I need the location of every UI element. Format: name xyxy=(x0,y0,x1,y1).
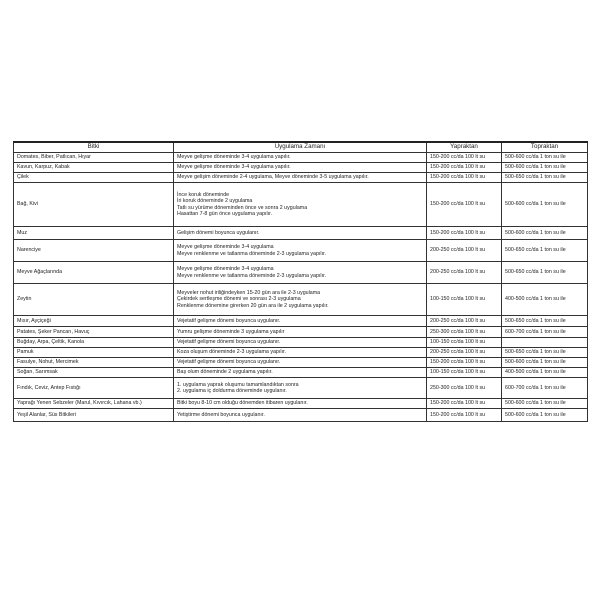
application-time-line: Meyve gelişme döneminde 3-4 uygulama yapılır. xyxy=(177,164,291,171)
application-time-cell xyxy=(174,163,427,173)
application-time-cell xyxy=(174,153,427,163)
plant-cell: Soğan, Sarımsak xyxy=(14,368,174,378)
dosage-table-container xyxy=(13,141,587,422)
application-time-line: Hasattan 7-8 gün önce uygulama yapılır. xyxy=(177,210,273,217)
application-time-line: Gelişim dönemi boyunca uygulanır. xyxy=(177,229,260,236)
application-time-line: Baş olum döneminde 2 uygulama yapılır. xyxy=(177,369,273,376)
foliar-dose-cell: 250-300 cc/da 100 lt su xyxy=(427,327,502,338)
soil-dose-cell: 500-650 cc/da 1 ton su ile xyxy=(502,240,588,262)
table-row xyxy=(14,227,588,240)
table-row xyxy=(14,153,588,163)
soil-dose-cell: 600-700 cc/da 1 ton su ile xyxy=(502,327,588,338)
soil-dose-cell: 500-600 cc/da 1 ton su ile xyxy=(502,358,588,368)
application-time-line: Meyve gelişme döneminde 3-4 uygulama xyxy=(177,244,274,251)
soil-dose-cell: 500-650 cc/da 1 ton su ile xyxy=(502,348,588,358)
table-row xyxy=(14,409,588,422)
application-time-line: Tatlı su yürüme döneminden önce ve sonra 2 uygulama xyxy=(177,204,308,211)
foliar-dose-cell: 200-250 cc/da 100 lt su xyxy=(427,240,502,262)
soil-dose-cell: 400-500 cc/da 1 ton su ile xyxy=(502,368,588,378)
table-row xyxy=(14,316,588,327)
application-time-cell xyxy=(174,284,427,316)
table-row xyxy=(14,368,588,378)
application-time-cell xyxy=(174,173,427,183)
plant-cell: Çilek xyxy=(14,173,174,183)
table-body xyxy=(14,153,588,422)
header-soil: Topraktan xyxy=(502,142,588,153)
table-header-row xyxy=(14,142,588,153)
soil-dose-cell: 500-650 cc/da 1 ton su ile xyxy=(502,316,588,327)
table-row xyxy=(14,262,588,284)
foliar-dose-cell: 150-200 cc/da 100 lt su xyxy=(427,409,502,422)
foliar-dose-cell: 150-200 cc/da 100 lt su xyxy=(427,163,502,173)
soil-dose-cell: 500-600 cc/da 1 ton su ile xyxy=(502,183,588,227)
header-plant: Bitki xyxy=(14,142,174,153)
application-time-line: Vejetatif gelişme dönemi boyunca uygulanır. xyxy=(177,317,281,324)
soil-dose-cell xyxy=(502,338,588,348)
table-row xyxy=(14,240,588,262)
foliar-dose-cell: 150-200 cc/da 100 lt su xyxy=(427,358,502,368)
table-row xyxy=(14,399,588,409)
application-time-line: Meyve gelişme döneminde 3-4 uygulama xyxy=(177,266,274,273)
soil-dose-cell: 500-600 cc/da 1 ton su ile xyxy=(502,227,588,240)
application-time-line: Renklenme dönemine girerken 20 gün ara ile 2 uygulama yapılır. xyxy=(177,302,329,309)
plant-cell: Fındık, Ceviz, Antep Fıstığı xyxy=(14,378,174,399)
application-time-cell xyxy=(174,183,427,227)
header-foliar: Yapraktan xyxy=(427,142,502,153)
plant-cell: Zeytin xyxy=(14,284,174,316)
plant-cell: Narenciye xyxy=(14,240,174,262)
application-time-cell xyxy=(174,240,427,262)
plant-cell: Meyve Ağaçlarında xyxy=(14,262,174,284)
application-time-line: Meyve gelişim döneminde 2-4 uygulama, Meyve döneminde 3-5 uygulama yapılır. xyxy=(177,174,369,181)
application-time-cell xyxy=(174,368,427,378)
foliar-dose-cell: 100-150 cc/da 100 lt su xyxy=(427,368,502,378)
foliar-dose-cell: 150-200 cc/da 100 lt su xyxy=(427,183,502,227)
plant-cell: Mısır, Ayçiçeği xyxy=(14,316,174,327)
plant-cell: Yaprağı Yenen Sebzeler (Marul, Kıvırcık, Lahana vb.) xyxy=(14,399,174,409)
foliar-dose-cell: 250-300 cc/da 100 lt su xyxy=(427,378,502,399)
application-time-line: 1. uygulama yaprak oluşumu tamamlandıktan sonra xyxy=(177,381,299,388)
application-time-cell xyxy=(174,316,427,327)
application-time-cell xyxy=(174,409,427,422)
application-time-line: Meyveler nohut iriliğindeyken 15-20 gün ara ile 2-3 uygulama xyxy=(177,289,321,296)
plant-cell: Pamuk xyxy=(14,348,174,358)
plant-cell: Kavun, Karpuz, Kabak xyxy=(14,163,174,173)
application-time-line: Meyve gelişme döneminde 3-4 uygulama yapılır. xyxy=(177,154,291,161)
foliar-dose-cell: 150-200 cc/da 100 lt su xyxy=(427,153,502,163)
foliar-dose-cell: 150-200 cc/da 100 lt su xyxy=(427,399,502,409)
foliar-dose-cell: 100-150 cc/da 100 lt su xyxy=(427,338,502,348)
application-time-cell xyxy=(174,227,427,240)
application-time-cell xyxy=(174,348,427,358)
table-row xyxy=(14,348,588,358)
soil-dose-cell: 600-700 cc/da 1 ton su ile xyxy=(502,378,588,399)
application-time-cell xyxy=(174,262,427,284)
plant-cell: Buğday, Arpa, Çeltik, Kanola xyxy=(14,338,174,348)
application-time-line: Meyve renklenme ve tatlanma döneminde 2-3 uygulama yapılır. xyxy=(177,250,326,257)
header-application-time: Uygulama Zamanı xyxy=(174,142,427,153)
table-row xyxy=(14,378,588,399)
soil-dose-cell: 500-600 cc/da 1 ton su ile xyxy=(502,153,588,163)
plant-cell: Patates, Şeker Pancarı, Havuç xyxy=(14,327,174,338)
soil-dose-cell: 400-500 cc/da 1 ton su ile xyxy=(502,284,588,316)
application-time-line: Vejetatif gelişme dönemi boyunca uygulanır. xyxy=(177,339,281,346)
foliar-dose-cell: 200-250 cc/da 100 lt su xyxy=(427,262,502,284)
table-row xyxy=(14,163,588,173)
application-time-line: İri koruk döneminde 2 uygulama xyxy=(177,198,253,205)
soil-dose-cell: 500-600 cc/da 1 ton su ile xyxy=(502,399,588,409)
application-time-cell xyxy=(174,378,427,399)
application-time-line: Meyve renklenme ve tatlanma döneminde 2-3 uygulama yapılır. xyxy=(177,272,326,279)
application-time-line: Yetiştirme dönemi boyunca uygulanır. xyxy=(177,411,265,418)
table-row xyxy=(14,327,588,338)
soil-dose-cell: 500-600 cc/da 1 ton su ile xyxy=(502,409,588,422)
foliar-dose-cell: 200-250 cc/da 100 lt su xyxy=(427,348,502,358)
table-row xyxy=(14,358,588,368)
application-time-line: İnce koruk döneminde xyxy=(177,191,230,198)
application-time-line: 2. uygulama iç doldurma döneminde uygulanır. xyxy=(177,388,287,394)
soil-dose-cell: 500-650 cc/da 1 ton su ile xyxy=(502,262,588,284)
plant-cell: Fasulye, Nohut, Mercimek xyxy=(14,358,174,368)
table-row xyxy=(14,173,588,183)
plant-cell: Yeşil Alanlar, Süs Bitkileri xyxy=(14,409,174,422)
table-row xyxy=(14,183,588,227)
table-row xyxy=(14,338,588,348)
application-time-line: Vejetatif gelişme dönemi boyunca uygulanır. xyxy=(177,359,281,366)
application-time-line: Yumru gelişme döneminde 3 uygulama yapılır xyxy=(177,328,285,335)
application-time-line: Koza oluşum döneminde 2-3 uygulama yapılır. xyxy=(177,349,286,356)
plant-cell: Muz xyxy=(14,227,174,240)
foliar-dose-cell: 150-200 cc/da 100 lt su xyxy=(427,227,502,240)
application-time-cell xyxy=(174,327,427,338)
application-time-cell xyxy=(174,358,427,368)
application-time-cell xyxy=(174,399,427,409)
plant-cell: Bağ, Kivi xyxy=(14,183,174,227)
table-row xyxy=(14,284,588,316)
plant-cell: Domates, Biber, Patlıcan, Hıyar xyxy=(14,153,174,163)
soil-dose-cell: 500-650 cc/da 1 ton su ile xyxy=(502,173,588,183)
foliar-dose-cell: 200-250 cc/da 100 lt su xyxy=(427,316,502,327)
application-time-cell xyxy=(174,338,427,348)
application-time-line: Bitki boyu 8-10 cm olduğu dönemden itibaren uygulanır. xyxy=(177,400,308,407)
application-time-line: Çekirdek sertleşme dönemi ve sonrası 2-3 uygulama xyxy=(177,296,301,303)
soil-dose-cell: 500-600 cc/da 1 ton su ile xyxy=(502,163,588,173)
foliar-dose-cell: 150-200 cc/da 100 lt su xyxy=(427,173,502,183)
dosage-table xyxy=(13,141,588,422)
foliar-dose-cell: 100-150 cc/da 100 lt su xyxy=(427,284,502,316)
